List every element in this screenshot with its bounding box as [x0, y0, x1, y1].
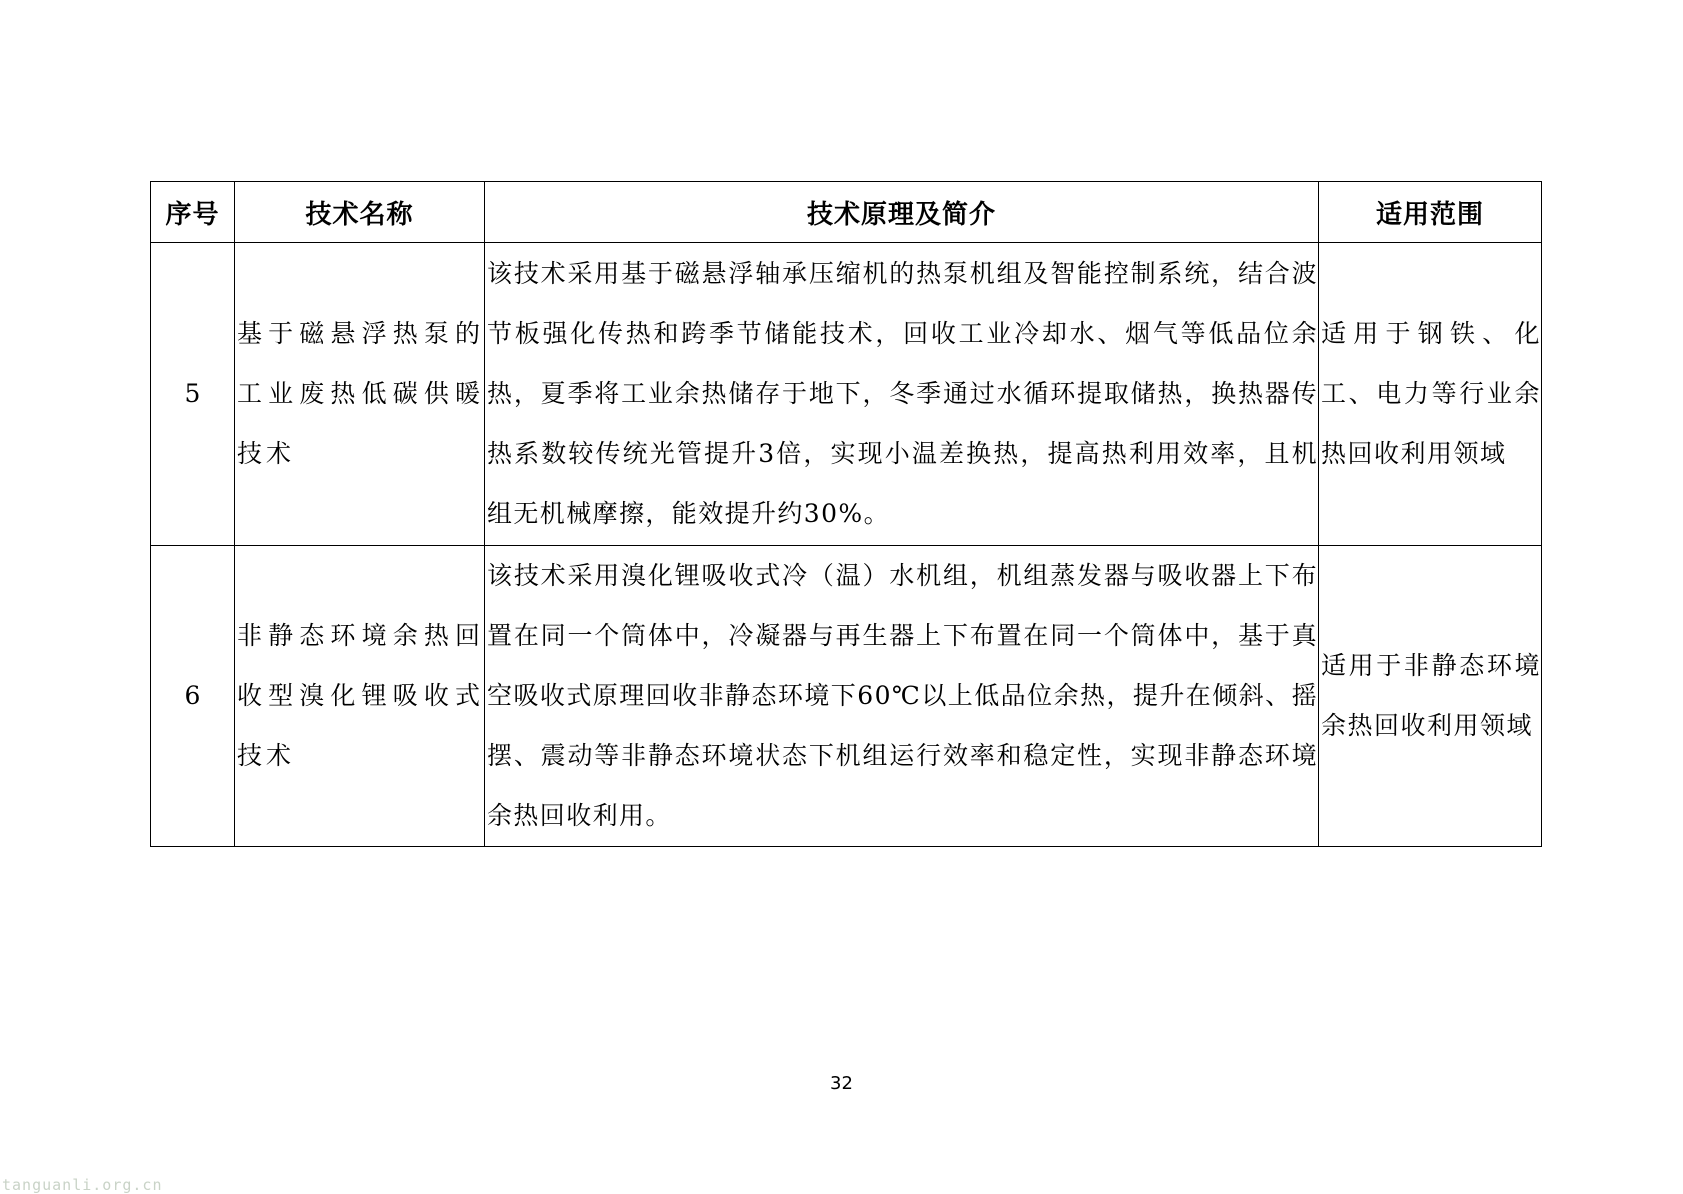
- technology-table: [150, 181, 1542, 847]
- row-number: 5: [151, 243, 235, 546]
- header-scope: 适用范围: [1319, 182, 1542, 243]
- table-row: [151, 243, 1542, 546]
- page-number: 32: [830, 1073, 853, 1094]
- table-header: [151, 182, 1542, 243]
- header-row: [151, 182, 1542, 243]
- technology-description: 该技术采用溴化锂吸收式冷（温）水机组，机组蒸发器与吸收器上下布置在同一个筒体中，冷凝器与再生器上下布置在同一个筒体中，基于真空吸收式原理回收非静态环境下60℃以上低品位余热，提升在倾斜、摇摆、震动等非静态环境状态下机组运行效率和稳定性，实现非静态环境余热回收利用。: [485, 546, 1319, 847]
- header-description: 技术原理及简介: [485, 182, 1319, 243]
- technology-description: 该技术采用基于磁悬浮轴承压缩机的热泵机组及智能控制系统，结合波节板强化传热和跨季节储能技术，回收工业冷却水、烟气等低品位余热，夏季将工业余热储存于地下，冬季通过水循环提取储热，换热器传热系数较传统光管提升3倍，实现小温差换热，提高热利用效率，且机组无机械摩擦，能效提升约30%。: [485, 243, 1319, 546]
- applicable-scope: 适用于非静态环境余热回收利用领域: [1319, 546, 1542, 847]
- technology-name: 基于磁悬浮热泵的工业废热低碳供暖技术: [235, 243, 485, 546]
- table-body: [151, 243, 1542, 847]
- watermark-text: tanguanli.org.cn: [2, 1176, 163, 1194]
- technology-name: 非静态环境余热回收型溴化锂吸收式技术: [235, 546, 485, 847]
- row-number: 6: [151, 546, 235, 847]
- applicable-scope: 适用于钢铁、化工、电力等行业余热回收利用领域: [1319, 243, 1542, 546]
- header-name: 技术名称: [235, 182, 485, 243]
- table-row: [151, 546, 1542, 847]
- header-no: 序号: [151, 182, 235, 243]
